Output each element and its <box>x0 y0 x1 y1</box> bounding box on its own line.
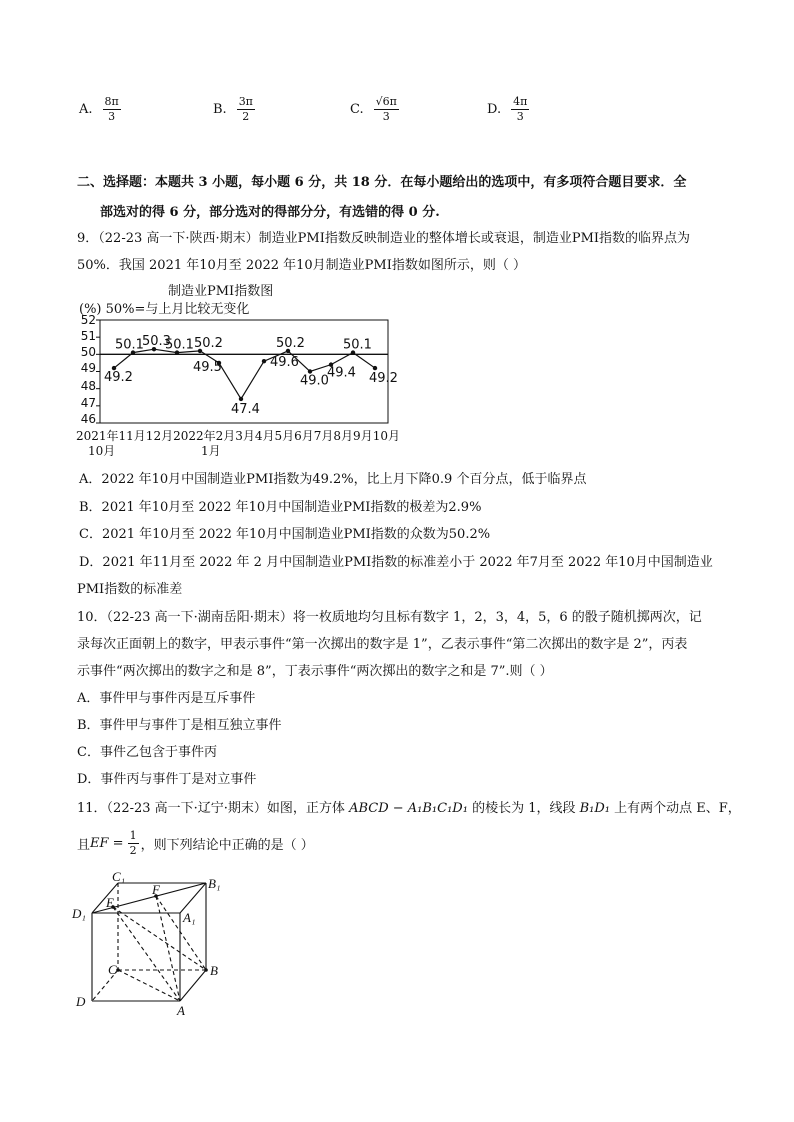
data-label: 49.4 <box>327 365 356 381</box>
data-label: 49.6 <box>270 355 299 371</box>
label-c: C <box>108 962 117 977</box>
data-label: 50.1 <box>343 337 372 353</box>
data-label: 47.4 <box>231 401 260 417</box>
y-tick-label: 48 <box>80 379 96 393</box>
chart-subtitle: (%) 50%=与上月比较无变化 <box>79 302 250 317</box>
option-fraction: $\frac{√6\pi}{3}$ <box>375 95 397 123</box>
option-letter: D. <box>487 101 502 117</box>
y-tick-label: 51 <box>80 329 96 343</box>
q11-stem-line1: 11．（22-23 高一下·辽宁·期末）如图，正方体 ABCD − A₁B₁C₁D₁ 的棱长为 1，线段 B₁D₁ 上有两个动点 E、F， <box>77 801 741 816</box>
q10-stem-line1: 10．（22-23 高一下·湖南岳阳·期末）将一枚质地均匀且标有数字 1，2，3，4，5，6 的骰子随机掷两次，记 <box>77 610 702 625</box>
q10-stem-line3: 示事件“两次掷出的数字之和是 8”，丁表示事件“两次掷出的数字之和是 7”.则（ ） <box>77 664 553 679</box>
option-letter: A. <box>79 101 93 117</box>
label-b: B <box>210 963 218 978</box>
data-label: 49.5 <box>193 359 222 375</box>
q9-option-d-line2: PMI指数的标准差 <box>77 582 183 597</box>
x-axis-label-oct: 10月 <box>88 444 116 458</box>
segment-name: B₁D₁ <box>579 801 611 816</box>
y-tick-label: 46 <box>80 412 96 426</box>
y-tick-label: 50 <box>80 345 96 359</box>
label-d1: D₁ <box>72 906 86 921</box>
chart-title: 制造业PMI指数图 <box>168 284 274 299</box>
q10-option-d: D．事件丙与事件丁是对立事件 <box>77 772 257 787</box>
option-fraction: $\frac{4\pi}{3}$ <box>513 95 528 123</box>
option-fraction: $\frac{3\pi}{2}$ <box>238 95 253 123</box>
data-label: 50.3 <box>142 334 171 350</box>
q9-stem-line1: 9．（22-23 高一下·陕西·期末）制造业PMI指数反映制造业的整体增长或衰退，制造业PMI指数的临界点为 <box>77 231 691 246</box>
q10-option-c: C．事件乙包含于事件丙 <box>77 745 217 760</box>
label-e: E <box>106 895 114 910</box>
ef-expression: EF = <box>90 835 124 851</box>
cube-name: ABCD − A₁B₁C₁D₁ <box>349 801 468 816</box>
label-f: F <box>152 882 160 897</box>
option-letter: C. <box>350 101 364 117</box>
ef-fraction: $\frac{1}{2}$ <box>129 829 137 857</box>
q9-stem-line2: 50%．我国 2021 年10月至 2022 年10月制造业PMI指数如图所示，则（ ） <box>77 258 527 273</box>
q9-option-a: A．2022 年10月中国制造业PMI指数为49.2%，比上月下降0.9 个百分点，低于临界点 <box>79 472 587 487</box>
x-axis-labels-row1: 2021年11月12月2022年2月3月4月5月6月7月8月9月10月 <box>76 429 400 443</box>
y-tick-label: 47 <box>80 396 96 410</box>
q9-option-c: C．2021 年10月至 2022 年10月中国制造业PMI指数的众数为50.2% <box>79 527 491 542</box>
option-letter: B. <box>213 101 227 117</box>
q11-stem-line2: 且 EF = $\frac{1}{2}$ ，则下列结论中正确的是（ ） <box>77 829 314 857</box>
option-fraction: $\frac{8\pi}{3}$ <box>104 95 119 123</box>
label-c1: C₁ <box>112 869 126 884</box>
label-a: A <box>177 1003 185 1018</box>
label-b1: B₁ <box>208 876 221 891</box>
y-tick-label: 49 <box>80 361 96 375</box>
q10-stem-line2: 录每次正面朝上的数字，甲表示事件“第一次掷出的数字是 1”，乙表示事件“第二次掷出的数字是 2”，丙表 <box>77 637 688 652</box>
label-a1: A₁ <box>183 910 196 925</box>
y-tick-label: 52 <box>80 313 96 327</box>
section-heading-line1: 二、选择题：本题共 3 小题，每小题 6 分，共 18 分．在每小题给出的选项中，有多项符合题目要求．全 <box>77 175 687 190</box>
q10-option-a: A．事件甲与事件丙是互斥事件 <box>77 691 256 706</box>
q9-option-b: B．2021 年10月至 2022 年10月中国制造业PMI指数的极差为2.9% <box>79 500 482 515</box>
q9-option-d-line1: D．2021 年11月至 2022 年 2 月中国制造业PMI指数的标准差小于 2022 年7月至 2022 年10月中国制造业 <box>79 555 713 570</box>
x-axis-label-jan: 1月 <box>201 444 221 458</box>
data-label: 50.1 <box>115 337 144 353</box>
data-label: 50.2 <box>194 335 223 351</box>
data-label: 49.0 <box>300 373 329 389</box>
q10-option-b: B．事件甲与事件丁是相互独立事件 <box>77 718 282 733</box>
section-heading-line2: 部选对的得 6 分，部分选对的得部分分，有选错的得 0 分. <box>100 205 440 220</box>
data-label: 50.2 <box>276 335 305 351</box>
data-label: 49.2 <box>104 370 133 386</box>
data-label: 50.1 <box>165 337 194 353</box>
label-d: D <box>76 994 86 1009</box>
data-label: 49.2 <box>369 371 398 387</box>
